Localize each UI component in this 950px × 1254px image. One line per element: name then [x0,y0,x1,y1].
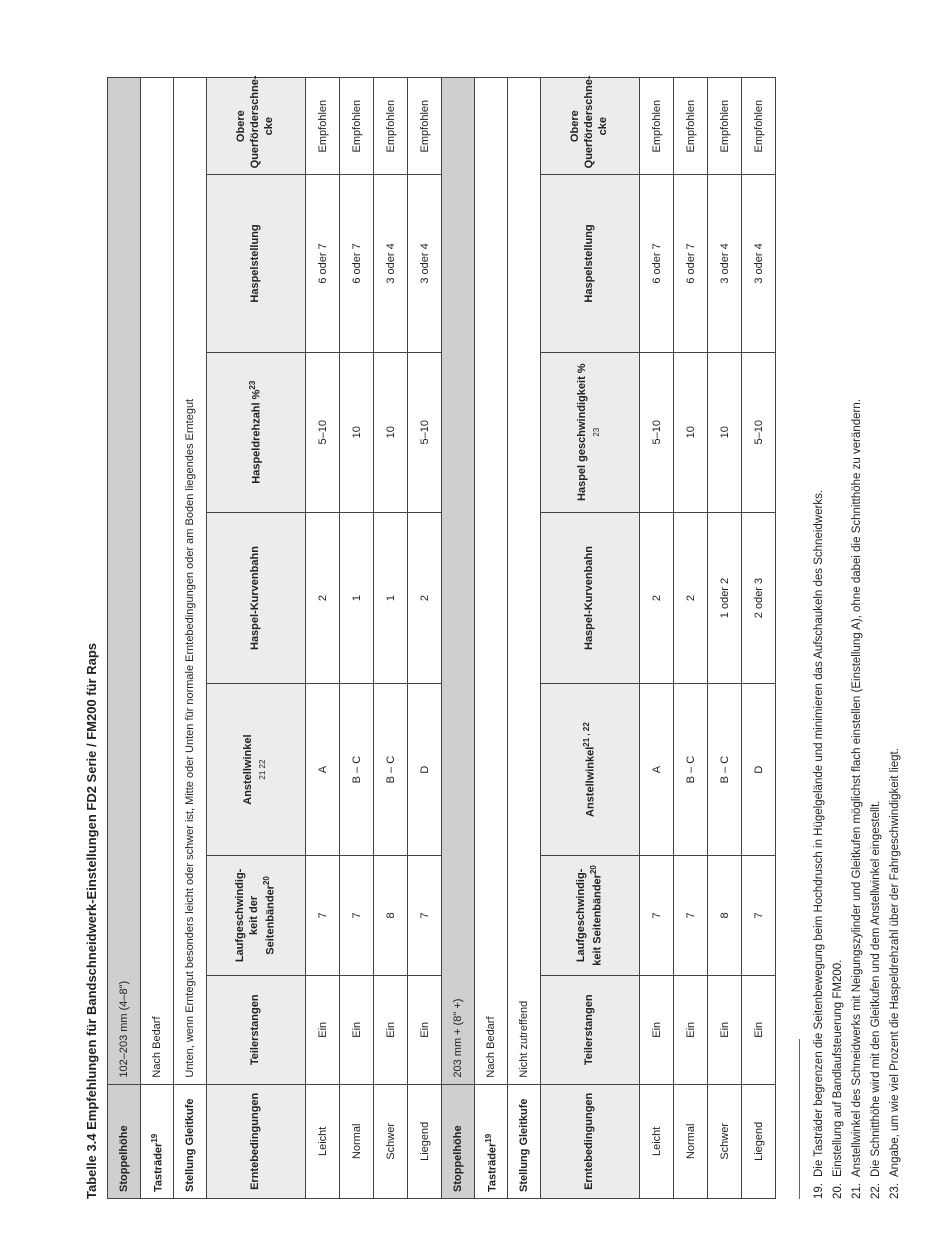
table-row [674,78,708,1199]
cell-teilerstangen: Ein [306,975,340,1084]
cell-obere: Empfohlen [742,78,776,175]
table-row [306,78,340,1199]
header-haspelstellung: Haspelstellung [207,175,306,352]
header-kurvenbahn: Haspel-Kurvenbahn [207,512,306,684]
gleitkufe-value: Unten, wenn Erntegut besonders leicht oder schwer ist, Mitte oder Unten für normale Erntebedingungen oder am Boden liegendes Erntegut [174,78,207,1085]
cell-obere: Empfohlen [306,78,340,175]
header-anstellwinkel: Anstellwinkel$^{21 , 22}$ [541,684,640,856]
footnote-22: 22.Die Schnitthöhe wird mit den Gleitkufen und dem Anstellwinkel eingestellt. [870,800,882,1199]
cell-obere: Empfohlen [374,78,408,175]
cell-drehzahl: 5–10 [742,352,776,512]
block2-tastraeder-row [475,78,508,1199]
cell-laufgeschwindigkeit: 7 [674,855,708,975]
cell-laufgeschwindigkeit: 7 [742,855,776,975]
gleitkufe-label: Stellung Gleitkufe [174,1084,207,1198]
cell-anstellwinkel: B – C [708,684,742,856]
cell-teilerstangen: Ein [640,975,674,1084]
table-row [374,78,408,1199]
cell-laufgeschwindigkeit: 7 [408,855,442,975]
cell-anstellwinkel: D [742,684,776,856]
cell-teilerstangen: Ein [674,975,708,1084]
cell-obere: Empfohlen [640,78,674,175]
cell-laufgeschwindigkeit: 8 [374,855,408,975]
tastraeder-label: Tasträder$^{19}$ [141,1084,174,1198]
cell-teilerstangen: Ein [408,975,442,1084]
tastraeder-label: Tasträder$^{19}$ [475,1084,508,1198]
table-row [408,78,442,1199]
cell-haspelstellung: 6 oder 7 [340,175,374,352]
cell-anstellwinkel: A [306,684,340,856]
settings-table [107,77,776,1199]
cell-anstellwinkel: B – C [374,684,408,856]
cell-obere: Empfohlen [708,78,742,175]
table-row [742,78,776,1199]
header-anstellwinkel: Anstellwinkel 21 22 [207,684,306,856]
header-erntebedingungen: Erntebedingungen [541,1084,640,1198]
cell-anstellwinkel: B – C [340,684,374,856]
footnote-23: 23.Angabe, um wie viel Prozent die Haspeldrehzahl über der Fahrgeschwindigkeit liegt. [889,748,901,1199]
cell-laufgeschwindigkeit: 7 [340,855,374,975]
gleitkufe-value: Nicht zutreffend [508,78,541,1085]
block2-gleitkufe-row [508,78,541,1199]
cell-teilerstangen: Ein [340,975,374,1084]
cell-kurvenbahn: 2 oder 3 [742,512,776,684]
cell-drehzahl: 10 [708,352,742,512]
cell-haspelstellung: 3 oder 4 [374,175,408,352]
cell-bedingung: Liegend [408,1084,442,1198]
cell-obere: Empfohlen [408,78,442,175]
footnote-21: 21.Anstellwinkel des Schneidwerks mit Neigungszylinder und Gleitkufen möglichst flach einstellen (Einstellung A), ohne dabei die Schnitthöhe zu verändern. [851,399,863,1199]
cell-kurvenbahn: 2 [640,512,674,684]
cell-laufgeschwindigkeit: 8 [708,855,742,975]
cell-drehzahl: 5–10 [408,352,442,512]
cell-kurvenbahn: 1 [340,512,374,684]
cell-laufgeschwindigkeit: 7 [306,855,340,975]
tastraeder-value: Nach Bedarf [475,78,508,1085]
cell-kurvenbahn: 2 [306,512,340,684]
cell-bedingung: Leicht [306,1084,340,1198]
footnote-19: 19.Die Tasträder begrenzen die Seitenbewegung beim Hochdrusch in Hügelgelände und minimieren das Aufschaukeln des Schneidwerks. [813,489,825,1199]
cell-laufgeschwindigkeit: 7 [640,855,674,975]
cell-haspelstellung: 3 oder 4 [408,175,442,352]
header-obere: Obere Querförderschne-cke [207,78,306,175]
footnote-divider [799,1039,800,1199]
header-drehzahl: Haspel geschwindigkeit % 23 [541,352,640,512]
footnotes [799,49,907,1199]
cell-teilerstangen: Ein [708,975,742,1084]
cell-haspelstellung: 3 oder 4 [742,175,776,352]
header-teilerstangen: Teilerstangen [207,975,306,1084]
header-teilerstangen: Teilerstangen [541,975,640,1084]
table-title: Tabelle 3.4 Empfehlungen für Bandschneidwerk-Einstellungen FD2 Serie / FM200 für Raps [84,643,99,1199]
block2-header-row [541,78,640,1199]
cell-bedingung: Liegend [742,1084,776,1198]
header-drehzahl: Haspeldrehzahl %$^{23}$ [207,352,306,512]
stoppelhoehe-label: Stoppelhöhe [108,1084,141,1198]
cell-kurvenbahn: 1 [374,512,408,684]
header-laufgeschwindigkeit: Laufgeschwindig-keit Seitenbänder$^{20}$ [541,855,640,975]
cell-drehzahl: 5–10 [640,352,674,512]
stoppelhoehe-label: Stoppelhöhe [442,1084,475,1198]
cell-kurvenbahn: 1 oder 2 [708,512,742,684]
cell-teilerstangen: Ein [742,975,776,1084]
table-row [640,78,674,1199]
table-row [340,78,374,1199]
cell-bedingung: Schwer [374,1084,408,1198]
header-laufgeschwindigkeit: Laufgeschwindig-keit der Seitenbänder$^{20}$ [207,855,306,975]
cell-haspelstellung: 3 oder 4 [708,175,742,352]
cell-drehzahl: 10 [340,352,374,512]
gleitkufe-label: Stellung Gleitkufe [508,1084,541,1198]
cell-bedingung: Normal [340,1084,374,1198]
block1-tastraeder-row [141,78,174,1199]
tastraeder-value: Nach Bedarf [141,78,174,1085]
header-kurvenbahn: Haspel-Kurvenbahn [541,512,640,684]
cell-drehzahl: 10 [374,352,408,512]
header-obere: Obere Querförderschne-cke [541,78,640,175]
cell-anstellwinkel: A [640,684,674,856]
stoppelhoehe-value: 102–203 mm (4–8") [108,78,141,1085]
cell-bedingung: Leicht [640,1084,674,1198]
cell-haspelstellung: 6 oder 7 [306,175,340,352]
cell-haspelstellung: 6 oder 7 [674,175,708,352]
cell-drehzahl: 10 [674,352,708,512]
block2-stoppelhoehe-row [442,78,475,1199]
block1-stoppelhoehe-row [108,78,141,1199]
footnote-20: 20.Einstellung auf Bandlaufsteuerung FM200. [832,959,844,1199]
cell-obere: Empfohlen [674,78,708,175]
table-row [708,78,742,1199]
header-haspelstellung: Haspelstellung [541,175,640,352]
cell-kurvenbahn: 2 [408,512,442,684]
cell-haspelstellung: 6 oder 7 [640,175,674,352]
cell-anstellwinkel: D [408,684,442,856]
cell-bedingung: Schwer [708,1084,742,1198]
cell-bedingung: Normal [674,1084,708,1198]
cell-anstellwinkel: B – C [674,684,708,856]
block1-gleitkufe-row [174,78,207,1199]
cell-kurvenbahn: 2 [674,512,708,684]
block1-header-row [207,78,306,1199]
cell-drehzahl: 5–10 [306,352,340,512]
header-erntebedingungen: Erntebedingungen [207,1084,306,1198]
cell-obere: Empfohlen [340,78,374,175]
cell-teilerstangen: Ein [374,975,408,1084]
stoppelhoehe-value: 203 mm + (8" +) [442,78,475,1085]
